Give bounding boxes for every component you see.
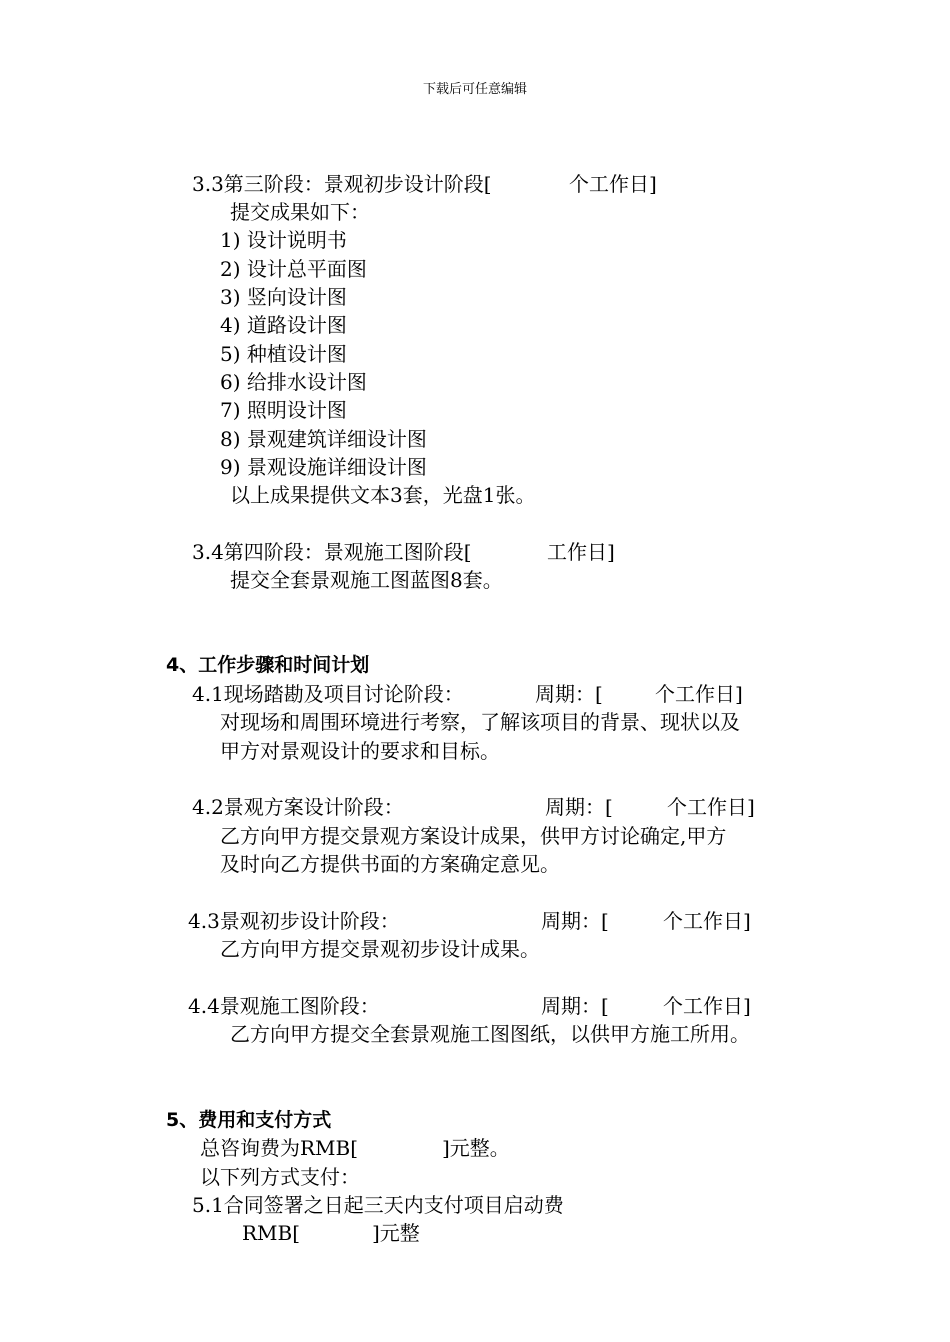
section-4-2-period-end: 个工作日]	[667, 795, 755, 819]
list-item: 2) 设计总平面图	[220, 257, 367, 281]
list-item: 8) 景观建筑详细设计图	[220, 427, 427, 451]
section-3-4-body: 提交全套景观施工图蓝图8套。	[230, 568, 503, 592]
section-4-1-line2: 甲方对景观设计的要求和目标。	[220, 739, 500, 763]
section-4-1-line1: 对现场和周围环境进行考察，了解该项目的背景、现状以及	[220, 710, 740, 734]
section-4-2-title: 4.2景观方案设计阶段：	[192, 795, 404, 819]
list-item: 7) 照明设计图	[220, 398, 347, 422]
section-4-heading: 4、工作步骤和时间计划	[166, 654, 370, 676]
section-5-heading: 5、费用和支付方式	[166, 1109, 332, 1131]
section-4-4-title: 4.4景观施工图阶段：	[188, 994, 380, 1018]
list-item: 3) 竖向设计图	[220, 285, 347, 309]
section-5-1-amount-prefix: RMB[	[242, 1221, 301, 1245]
section-3-3-title: 3.3第三阶段：景观初步设计阶段[	[192, 172, 492, 196]
section-5-1-amount-suffix: ]元整	[372, 1221, 420, 1245]
section-3-3-note: 以上成果提供文本3套，光盘1张。	[230, 483, 536, 507]
list-item: 4) 道路设计图	[220, 313, 347, 337]
section-4-1-title: 4.1现场踏勘及项目讨论阶段：	[192, 682, 464, 706]
section-5-1-title: 5.1合同签署之日起三天内支付项目启动费	[192, 1193, 564, 1217]
list-item: 6) 给排水设计图	[220, 370, 367, 394]
section-4-3-line1: 乙方向甲方提交景观初步设计成果。	[220, 937, 540, 961]
section-4-1-period-end: 个工作日]	[655, 682, 743, 706]
total-fee-prefix: 总咨询费为RMB[	[200, 1136, 359, 1160]
section-3-4-title-end: 工作日]	[547, 540, 615, 564]
section-4-4-period-end: 个工作日]	[663, 994, 751, 1018]
section-3-4-title: 3.4第四阶段：景观施工图阶段[	[192, 540, 472, 564]
section-4-4-period-label: 周期：[	[541, 994, 609, 1018]
section-4-4-line1: 乙方向甲方提交全套景观施工图图纸，以供甲方施工所用。	[230, 1022, 750, 1046]
section-4-2-period-label: 周期：[	[545, 795, 613, 819]
list-item: 9) 景观设施详细设计图	[220, 455, 427, 479]
section-4-3-period-label: 周期：[	[541, 909, 609, 933]
list-item: 1) 设计说明书	[220, 228, 347, 252]
list-item: 5) 种植设计图	[220, 342, 347, 366]
total-fee-suffix: ]元整。	[442, 1136, 510, 1160]
page-header: 下载后可任意编辑	[422, 82, 527, 97]
section-3-3-title-end: 个工作日]	[569, 172, 657, 196]
section-4-3-period-end: 个工作日]	[663, 909, 751, 933]
section-4-2-line2: 及时向乙方提供书面的方案确定意见。	[220, 852, 560, 876]
section-3-3-intro: 提交成果如下：	[230, 200, 370, 224]
section-4-3-title: 4.3景观初步设计阶段：	[188, 909, 400, 933]
payment-method: 以下列方式支付：	[200, 1165, 360, 1189]
section-4-1-period-label: 周期：[	[535, 682, 603, 706]
section-4-2-line1: 乙方向甲方提交景观方案设计成果，供甲方讨论确定,甲方	[220, 824, 727, 848]
